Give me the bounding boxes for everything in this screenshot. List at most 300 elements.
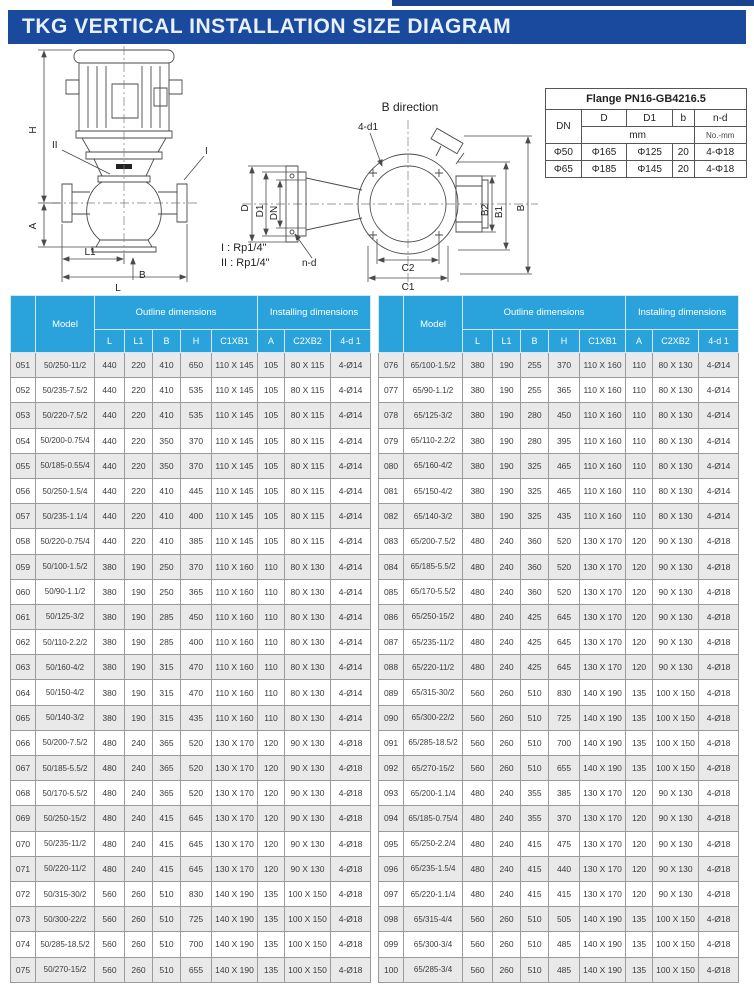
table-cell: 4-Ø18 [331, 781, 371, 806]
table-cell: 105 [258, 428, 285, 453]
col-4d1: 4-d 1 [331, 330, 371, 353]
table-cell: 190 [125, 554, 153, 579]
col-C1XB1: C1XB1 [580, 330, 626, 353]
table-cell: 50/100-1.5/2 [36, 554, 95, 579]
pump-casing [62, 182, 187, 252]
table-cell: 110 X 145 [212, 453, 258, 478]
table-cell: 65/235-1.5/4 [404, 856, 463, 881]
table-cell: 4-Ø14 [699, 504, 739, 529]
table-cell: 560 [95, 932, 125, 957]
table-cell: 135 [626, 957, 653, 982]
table-cell: 240 [493, 630, 521, 655]
col-B: B [521, 330, 549, 353]
table-cell: 380 [463, 453, 493, 478]
table-cell: 190 [125, 630, 153, 655]
table-row [379, 554, 739, 579]
dim-label-A: A [28, 222, 39, 230]
table-cell: 065 [11, 705, 36, 730]
table-cell: 410 [153, 353, 181, 378]
dimension-table-left-body [11, 353, 371, 983]
table-cell: 135 [626, 756, 653, 781]
table-cell: 90 X 130 [653, 554, 699, 579]
table-cell: 120 [626, 881, 653, 906]
table-cell: 110 [258, 554, 285, 579]
table-cell: 240 [493, 529, 521, 554]
table-cell: 50/150-4/2 [36, 680, 95, 705]
table-cell: 070 [11, 831, 36, 856]
table-cell: 450 [181, 604, 212, 629]
table-cell: 415 [521, 881, 549, 906]
table-cell: 4-Ø14 [331, 504, 371, 529]
table-cell: 380 [95, 604, 125, 629]
table-cell: 560 [463, 907, 493, 932]
table-cell: 260 [125, 932, 153, 957]
col-H: H [549, 330, 580, 353]
table-row [546, 144, 747, 161]
table-row [379, 907, 739, 932]
table-cell: 4-Ø14 [331, 554, 371, 579]
table-cell: 80 X 130 [285, 630, 331, 655]
header-group-row [11, 296, 371, 330]
table-cell: 4-Ø18 [699, 705, 739, 730]
table-cell: 120 [626, 856, 653, 881]
table-cell: 520 [549, 529, 580, 554]
table-cell: 4-Ø18 [699, 529, 739, 554]
col-A: A [626, 330, 653, 353]
table-cell: 4-Ø18 [331, 756, 371, 781]
table-cell: 073 [11, 907, 36, 932]
table-cell: 052 [11, 378, 36, 403]
table-cell: 425 [521, 655, 549, 680]
table-cell: Φ145 [627, 161, 673, 178]
table-cell: 415 [521, 831, 549, 856]
table-cell: 080 [379, 453, 404, 478]
table-cell: 90 X 130 [285, 781, 331, 806]
table-cell: 130 X 170 [212, 781, 258, 806]
table-cell: 380 [463, 378, 493, 403]
table-cell: 65/150-4/2 [404, 478, 463, 503]
table-cell: 059 [11, 554, 36, 579]
table-cell: 510 [521, 705, 549, 730]
table-cell: 80 X 130 [285, 705, 331, 730]
table-cell: 240 [493, 831, 521, 856]
flange-col-b: b [672, 110, 694, 127]
table-cell: 80 X 115 [285, 428, 331, 453]
table-cell: 240 [125, 806, 153, 831]
table-cell: 110 [626, 378, 653, 403]
table-cell: 4-Ø18 [331, 831, 371, 856]
table-cell: 095 [379, 831, 404, 856]
table-row [379, 781, 739, 806]
table-cell: 110 [626, 478, 653, 503]
table-cell: 086 [379, 604, 404, 629]
table-cell: 560 [463, 932, 493, 957]
table-cell: 260 [493, 730, 521, 755]
table-cell: 65/125-3/2 [404, 403, 463, 428]
table-cell: 110 X 160 [212, 630, 258, 655]
table-cell: 130 X 170 [580, 831, 626, 856]
table-cell: 65/220-11/2 [404, 655, 463, 680]
table-cell: 081 [379, 478, 404, 503]
table-cell: 068 [11, 781, 36, 806]
table-cell: 370 [181, 554, 212, 579]
page-title: TKG VERTICAL INSTALLATION SIZE DIAGRAM [22, 15, 512, 38]
pump-front-view-drawing [12, 46, 240, 294]
top-accent-strip [392, 0, 754, 6]
table-row [379, 705, 739, 730]
table-cell: 355 [521, 781, 549, 806]
table-cell: 645 [549, 630, 580, 655]
table-cell: 465 [549, 453, 580, 478]
table-cell: 4-Ø18 [699, 957, 739, 982]
table-cell: 140 X 190 [212, 932, 258, 957]
table-row [379, 806, 739, 831]
table-cell: 085 [379, 579, 404, 604]
table-cell: 260 [493, 932, 521, 957]
table-cell: 4-Ø18 [699, 680, 739, 705]
table-cell: 130 X 170 [580, 579, 626, 604]
table-cell: 440 [95, 478, 125, 503]
table-cell: 505 [549, 907, 580, 932]
table-cell: 240 [493, 781, 521, 806]
table-cell: 20 [672, 161, 694, 178]
table-cell: 4-Ø14 [331, 705, 371, 730]
table-cell: 140 X 190 [580, 730, 626, 755]
table-cell: 510 [153, 881, 181, 906]
table-cell: 4-Ø18 [699, 781, 739, 806]
table-cell: 100 X 150 [285, 881, 331, 906]
table-cell: 80 X 130 [285, 680, 331, 705]
table-cell: 4-Ø18 [699, 730, 739, 755]
table-cell: 50/250-1.5/4 [36, 478, 95, 503]
table-cell: 100 X 150 [653, 907, 699, 932]
flow-direction-B [133, 258, 146, 281]
table-cell: 4-Ø14 [331, 680, 371, 705]
table-cell: 80 X 130 [653, 453, 699, 478]
table-cell: 385 [181, 529, 212, 554]
table-cell: 105 [258, 378, 285, 403]
table-cell: 65/220-1.1/4 [404, 881, 463, 906]
group-installing-dimensions: Installing dimensions [626, 296, 739, 330]
table-cell: 325 [521, 504, 549, 529]
table-cell: 90 X 130 [653, 529, 699, 554]
table-cell: 240 [493, 604, 521, 629]
table-cell: 066 [11, 730, 36, 755]
table-cell: 510 [153, 957, 181, 982]
table-cell: 510 [521, 907, 549, 932]
table-row [11, 604, 371, 629]
table-row [11, 856, 371, 881]
table-cell: 140 X 190 [580, 680, 626, 705]
table-cell: 054 [11, 428, 36, 453]
table-row [11, 806, 371, 831]
table-cell: 560 [95, 957, 125, 982]
table-cell: 092 [379, 756, 404, 781]
table-cell: 130 X 170 [212, 856, 258, 881]
table-cell: 120 [258, 781, 285, 806]
table-cell: 060 [11, 579, 36, 604]
dimension-H [28, 50, 94, 247]
table-cell: 350 [153, 453, 181, 478]
table-cell: 057 [11, 504, 36, 529]
table-cell: 140 X 190 [212, 907, 258, 932]
table-cell: 650 [181, 353, 212, 378]
table-cell: 110 X 160 [212, 554, 258, 579]
table-cell: 520 [181, 756, 212, 781]
table-row [379, 403, 739, 428]
table-cell: 260 [125, 907, 153, 932]
table-cell: 480 [463, 529, 493, 554]
table-cell: 190 [493, 453, 521, 478]
table-cell: 50/300-22/2 [36, 907, 95, 932]
callout-label-I: I [205, 146, 208, 157]
table-cell: 098 [379, 907, 404, 932]
table-cell: 110 [258, 604, 285, 629]
table-cell: 560 [463, 705, 493, 730]
table-cell: 560 [463, 756, 493, 781]
table-cell: 280 [521, 403, 549, 428]
table-cell: 4-Ø18 [331, 806, 371, 831]
table-cell: 110 [626, 428, 653, 453]
table-cell: 140 X 190 [580, 756, 626, 781]
plug-note-1: I : Rp1/4" [221, 242, 267, 254]
table-cell: 240 [125, 756, 153, 781]
table-cell: 480 [463, 856, 493, 881]
table-cell: 135 [258, 932, 285, 957]
table-cell: 510 [521, 756, 549, 781]
table-row [11, 831, 371, 856]
b-direction-title: B direction [381, 100, 439, 114]
table-cell: 50/235-11/2 [36, 831, 95, 856]
table-cell: 50/200-7.5/2 [36, 730, 95, 755]
table-cell: 110 X 160 [212, 604, 258, 629]
table-cell: 4-Ø14 [331, 428, 371, 453]
table-cell: 80 X 130 [653, 403, 699, 428]
table-cell: 645 [181, 831, 212, 856]
table-cell: 50/285-18.5/2 [36, 932, 95, 957]
table-cell: 440 [95, 453, 125, 478]
table-cell: 4-Ø14 [331, 378, 371, 403]
table-cell: 120 [258, 730, 285, 755]
table-cell: 190 [493, 428, 521, 453]
table-cell: 4-Φ18 [694, 161, 746, 178]
table-cell: 105 [258, 529, 285, 554]
col-L: L [95, 330, 125, 353]
table-cell: 535 [181, 378, 212, 403]
table-cell: 80 X 115 [285, 353, 331, 378]
table-cell: 4-Ø14 [331, 353, 371, 378]
table-cell: 50/250-11/2 [36, 353, 95, 378]
table-cell: 110 X 160 [212, 579, 258, 604]
table-cell: 700 [181, 932, 212, 957]
table-cell: 700 [549, 730, 580, 755]
table-cell: 190 [493, 378, 521, 403]
table-cell: 380 [95, 630, 125, 655]
table-cell: 120 [626, 630, 653, 655]
table-cell: 4-Ø14 [331, 403, 371, 428]
table-cell: 110 X 145 [212, 504, 258, 529]
table-cell: 50/235-7.5/2 [36, 378, 95, 403]
table-cell: 80 X 115 [285, 403, 331, 428]
table-cell: 130 X 170 [212, 831, 258, 856]
table-cell: 370 [181, 428, 212, 453]
group-outline-dimensions: Outline dimensions [95, 296, 258, 330]
plug-notes [221, 241, 270, 271]
table-cell: 365 [181, 579, 212, 604]
table-cell: 110 X 145 [212, 403, 258, 428]
table-cell: 65/315-30/2 [404, 680, 463, 705]
table-cell: 480 [463, 781, 493, 806]
callout-I [184, 146, 208, 180]
table-cell: 140 X 190 [580, 907, 626, 932]
table-cell: 440 [95, 378, 125, 403]
table-cell: 480 [95, 806, 125, 831]
table-cell: 360 [521, 529, 549, 554]
table-cell: 4-Ø18 [331, 907, 371, 932]
table-cell: 064 [11, 680, 36, 705]
table-cell: 4-Ø14 [699, 378, 739, 403]
table-cell: 255 [521, 353, 549, 378]
table-cell: 415 [153, 806, 181, 831]
table-cell: 90 X 130 [653, 806, 699, 831]
table-cell: 240 [493, 881, 521, 906]
table-cell: 120 [626, 604, 653, 629]
table-cell: 415 [153, 856, 181, 881]
table-cell: 20 [672, 144, 694, 161]
table-cell: 260 [493, 756, 521, 781]
table-cell: 65/285-3/4 [404, 957, 463, 982]
table-cell: 480 [463, 604, 493, 629]
table-cell: 645 [549, 604, 580, 629]
dimension-table-left [10, 295, 371, 983]
table-cell: 063 [11, 655, 36, 680]
table-cell: 110 X 160 [580, 478, 626, 503]
table-cell: 65/250-2.2/4 [404, 831, 463, 856]
table-cell: 4-Ø18 [699, 579, 739, 604]
pump-b-direction-drawing [240, 116, 540, 294]
table-cell: 250 [153, 579, 181, 604]
dim-label-B2: B2 [480, 203, 491, 217]
table-cell: 50/125-3/2 [36, 604, 95, 629]
table-cell: 260 [493, 680, 521, 705]
table-cell: 240 [493, 554, 521, 579]
table-cell: 190 [125, 705, 153, 730]
table-cell: 80 X 115 [285, 453, 331, 478]
table-row [11, 378, 371, 403]
table-row [11, 781, 371, 806]
table-cell: 380 [463, 504, 493, 529]
table-cell: 315 [153, 705, 181, 730]
col-A: A [258, 330, 285, 353]
table-cell: 082 [379, 504, 404, 529]
table-cell: 130 X 170 [580, 856, 626, 881]
table-cell: 365 [153, 781, 181, 806]
flange-title-row [546, 89, 747, 110]
table-cell: 365 [153, 756, 181, 781]
table-cell: 071 [11, 856, 36, 881]
table-cell: 315 [153, 680, 181, 705]
table-cell: 470 [181, 680, 212, 705]
table-cell: 80 X 115 [285, 478, 331, 503]
table-cell: 50/220-7.5/2 [36, 403, 95, 428]
table-cell: 260 [125, 881, 153, 906]
table-cell: 50/250-15/2 [36, 806, 95, 831]
table-cell: 725 [549, 705, 580, 730]
table-cell: 50/170-5.5/2 [36, 781, 95, 806]
table-cell: Φ65 [546, 161, 582, 178]
flange-header-row [546, 110, 747, 127]
table-cell: 410 [153, 504, 181, 529]
table-row [11, 579, 371, 604]
table-cell: 079 [379, 428, 404, 453]
col-H: H [181, 330, 212, 353]
col-4d1: 4-d 1 [699, 330, 739, 353]
table-cell: 100 X 150 [653, 680, 699, 705]
table-cell: 110 X 145 [212, 378, 258, 403]
table-row [379, 932, 739, 957]
table-cell: 80 X 115 [285, 378, 331, 403]
table-cell: 325 [521, 478, 549, 503]
table-cell: 110 X 160 [580, 353, 626, 378]
table-cell: 90 X 130 [285, 756, 331, 781]
dim-label-DN: DN [269, 205, 280, 221]
callout-4-d1 [358, 122, 382, 166]
table-cell: 4-Ø18 [331, 957, 371, 982]
table-row [379, 730, 739, 755]
flange-col-d: D [581, 110, 627, 127]
table-cell: 80 X 130 [653, 478, 699, 503]
table-cell: 110 [258, 680, 285, 705]
table-cell: 4-Ø14 [331, 478, 371, 503]
flange-table-title: Flange PN16-GB4216.5 [546, 89, 747, 110]
table-cell: 380 [463, 428, 493, 453]
table-cell: 240 [493, 579, 521, 604]
table-cell: 135 [626, 932, 653, 957]
table-cell: 50/185-0.55/4 [36, 453, 95, 478]
table-cell: 480 [95, 756, 125, 781]
table-cell: 135 [626, 907, 653, 932]
dim-label-C2: C2 [401, 263, 415, 274]
table-cell: 100 X 150 [653, 932, 699, 957]
table-cell: 65/90-1.1/2 [404, 378, 463, 403]
table-cell: 240 [493, 806, 521, 831]
table-cell: 440 [95, 428, 125, 453]
table-cell: 90 X 130 [653, 881, 699, 906]
table-cell: 4-Ø14 [331, 453, 371, 478]
table-cell: 415 [521, 856, 549, 881]
table-cell: 058 [11, 529, 36, 554]
table-cell: 220 [125, 428, 153, 453]
table-cell: 4-Ø18 [699, 756, 739, 781]
dim-label-B: B [516, 204, 527, 212]
table-cell: 50/110-2.2/2 [36, 630, 95, 655]
table-cell: 90 X 130 [653, 579, 699, 604]
table-cell: 285 [153, 630, 181, 655]
table-row [379, 378, 739, 403]
table-cell: 090 [379, 705, 404, 730]
table-cell: 380 [463, 353, 493, 378]
table-cell: 510 [521, 680, 549, 705]
col-L: L [463, 330, 493, 353]
table-cell: 140 X 190 [212, 881, 258, 906]
table-row [11, 680, 371, 705]
table-cell: 105 [258, 478, 285, 503]
table-cell: 560 [463, 680, 493, 705]
flange-col-dn: DN [546, 110, 582, 144]
callout-II [52, 140, 110, 174]
table-cell: 470 [181, 655, 212, 680]
table-cell: 190 [125, 604, 153, 629]
